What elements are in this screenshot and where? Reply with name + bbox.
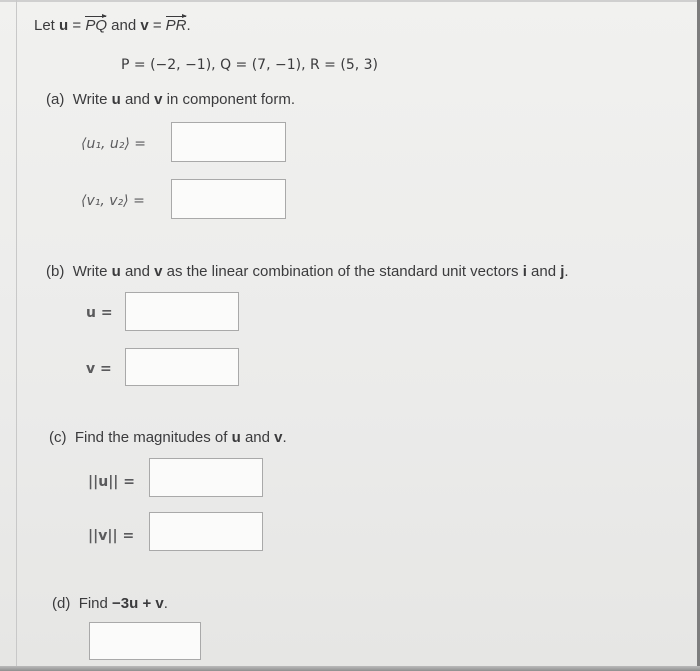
intro-and: and	[111, 17, 137, 34]
part-a-and: and	[124, 91, 150, 108]
part-b-period: .	[564, 263, 569, 280]
part-a-text-1: Write	[72, 91, 108, 108]
part-d-prompt	[52, 595, 168, 613]
intro-eq-2: =	[152, 17, 162, 34]
part-b-and: and	[124, 263, 150, 280]
part-a-answer-v[interactable]	[171, 179, 286, 219]
part-c-label-u: ||u|| =	[88, 474, 136, 490]
intro-v: v	[140, 17, 149, 34]
part-b-text-2: as the linear combination of the standard unit vectors	[166, 263, 519, 280]
part-a-label-v: ⟨v₁, v₂⟩ =	[81, 193, 145, 209]
frame-bottom-edge	[0, 666, 700, 671]
part-c-period: .	[282, 429, 287, 446]
intro-eq-1: =	[72, 17, 82, 34]
intro-let: Let	[34, 17, 55, 34]
part-b-label-v: v =	[86, 361, 112, 377]
part-d-answer[interactable]	[89, 622, 201, 660]
part-a-label-u: ⟨u₁, u₂⟩ =	[81, 136, 146, 152]
part-c-letter: (c)	[49, 429, 67, 446]
part-b-i: i	[522, 263, 527, 280]
intro-u: u	[59, 17, 69, 34]
part-b-answer-v[interactable]	[125, 348, 239, 386]
part-a-v: v	[154, 91, 163, 108]
part-c-and: and	[244, 429, 270, 446]
part-c-v: v	[274, 429, 283, 446]
part-b-u: u	[111, 263, 121, 280]
intro-line	[34, 15, 191, 35]
part-a-u: u	[111, 91, 121, 108]
part-b-letter: (b)	[46, 263, 65, 280]
part-b-j: j	[560, 263, 565, 280]
part-c-prompt	[49, 429, 287, 447]
part-c-answer-v[interactable]	[149, 512, 263, 551]
part-b-v: v	[154, 263, 163, 280]
part-b-text-1: Write	[72, 263, 108, 280]
vector-pr: PR	[165, 17, 187, 34]
part-b-label-u: u =	[86, 305, 113, 321]
points-line: P = (−2, −1), Q = (7, −1), R = (5, 3)	[121, 57, 378, 73]
frame-left-edge	[16, 0, 17, 671]
part-c-answer-u[interactable]	[149, 458, 263, 497]
part-d-expr: −3u + v	[112, 595, 164, 612]
part-c-u: u	[231, 429, 241, 446]
part-c-text-1: Find the magnitudes of	[74, 429, 228, 446]
part-d-letter: (d)	[52, 595, 71, 612]
vector-pq: PQ	[85, 17, 107, 34]
part-d-period: .	[163, 595, 168, 612]
part-b-and2: and	[531, 263, 557, 280]
intro-period: .	[186, 17, 191, 34]
part-a-answer-u[interactable]	[171, 122, 286, 162]
part-b-answer-u[interactable]	[125, 292, 239, 331]
part-a-text-2: in component form.	[166, 91, 296, 108]
part-d-text-1: Find	[78, 595, 108, 612]
frame-top-edge	[0, 0, 700, 2]
part-a-letter: (a)	[46, 91, 65, 108]
part-c-label-v: ||v|| =	[88, 528, 135, 544]
part-a-prompt	[46, 91, 295, 109]
part-b-prompt	[46, 263, 569, 281]
